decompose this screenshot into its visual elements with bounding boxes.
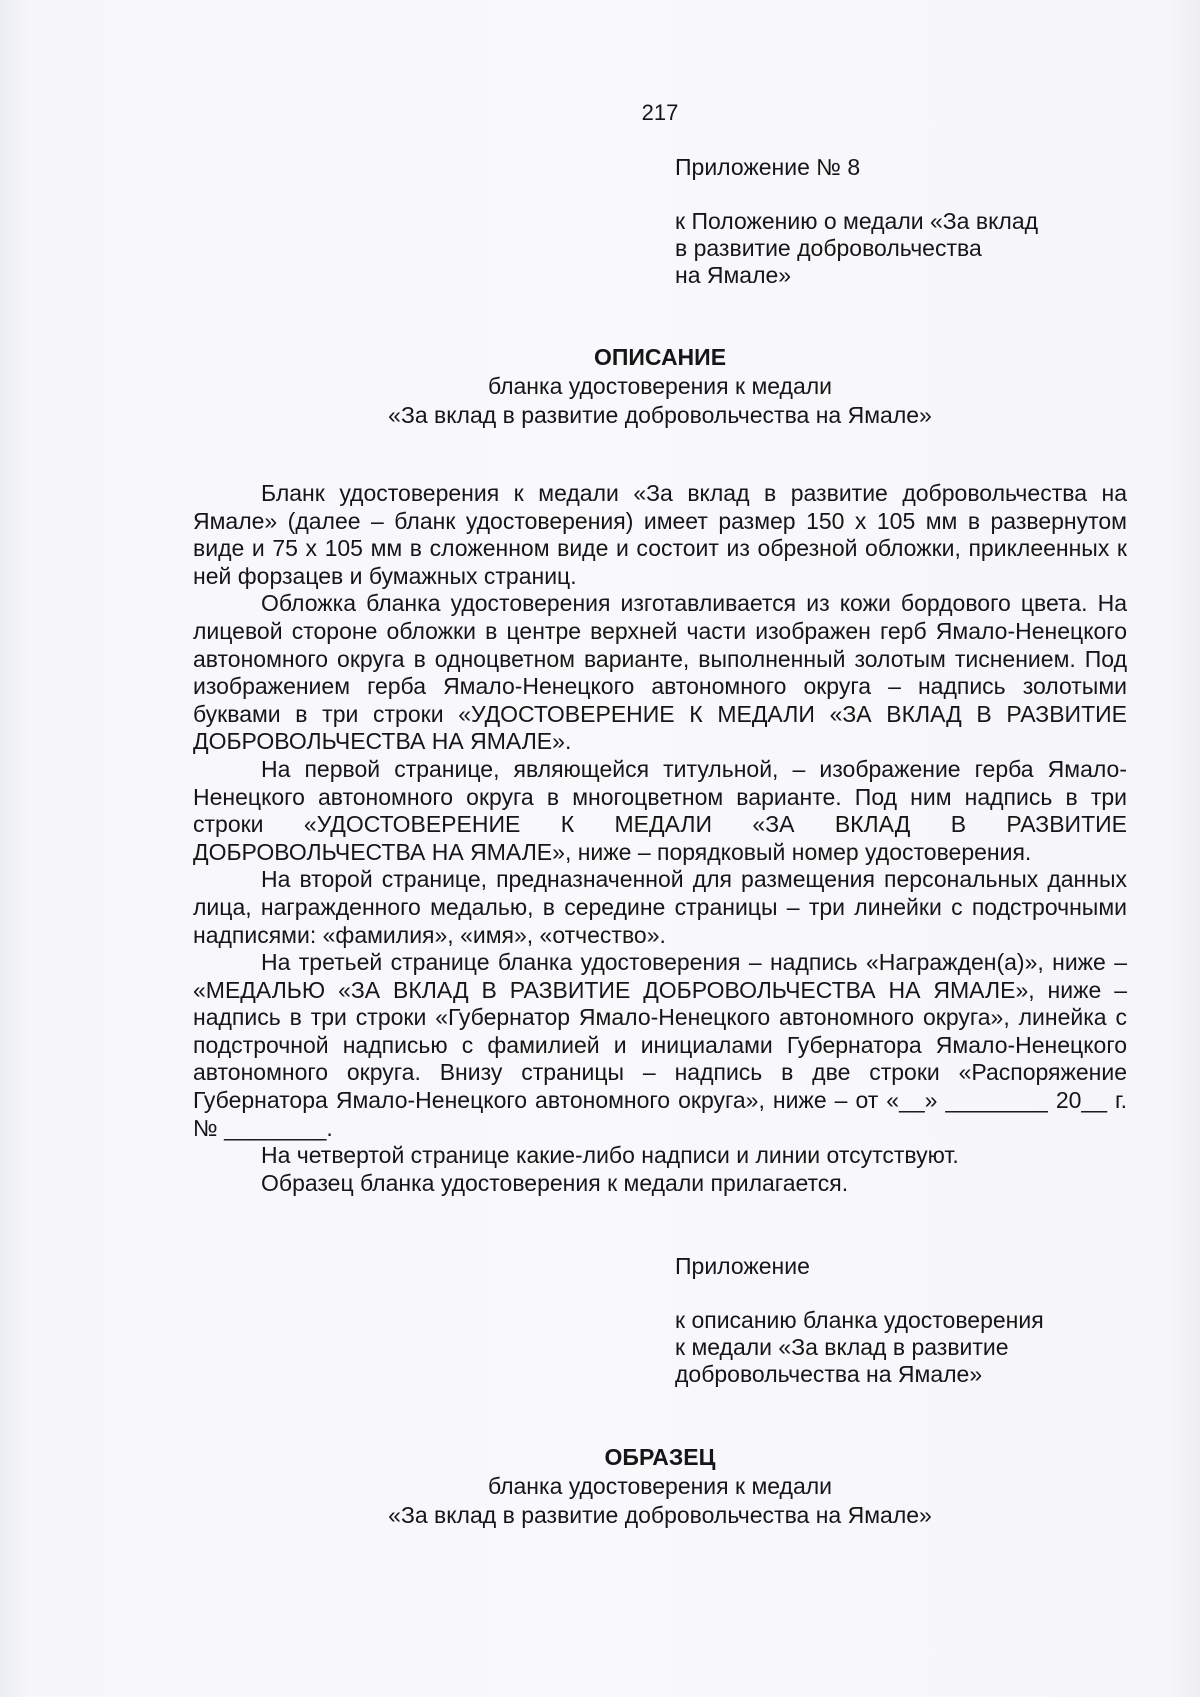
appendix-line: к медали «За вклад в развитие [675,1334,1009,1360]
appendix-title: Приложение № 8 [675,154,861,180]
description-subtitle-line: бланка удостоверения к медали [487,373,833,399]
sample-heading: ОБРАЗЕЦ [604,1444,716,1470]
page-number: 217 [641,100,679,125]
paragraph: Обложка бланка удостоверения изготавливается из кожи бордового цвета. На лицевой стороне обложки в центре верхней части изображен герб Ямало-Ненецкого автономного округа в одноцветном варианте, выполненный золотым тиснением. Под изображением герба Ямало-Ненецкого автономного округа – надпись золотыми буквами в три строки «УДОСТОВЕРЕНИЕ К МЕДАЛИ «ЗА ВКЛАД В РАЗВИТИЕ ДОБРОВОЛЬЧЕСТВА НА ЯМАЛЕ». [193,590,1127,755]
appendix-line: в развитие добровольчества [675,235,982,261]
paragraph: Бланк удостоверения к медали «За вклад в развитие добровольчества на Ямале» (далее – бланк удостоверения) имеет размер 150 х 105 мм в развернутом виде и 75 х 105 мм в сложенном виде и состоит из обрезной обложки, приклеенных к ней форзацев и бумажных страниц. [193,480,1127,589]
paragraph: На первой странице, являющейся титульной, – изображение герба Ямало-Ненецкого автономного округа в многоцветном варианте. Под ним надпись в три строки «УДОСТОВЕРЕНИЕ К МЕДАЛИ «ЗА ВКЛАД В РАЗВИТИЕ ДОБРОВОЛЬЧЕСТВА НА ЯМАЛЕ», ниже – порядковый номер удостоверения. [193,755,1127,865]
description-heading: ОПИСАНИЕ [593,344,727,370]
appendix-line: к Положению о медали «За вклад [675,208,1039,234]
sample-subtitle-line: «За вклад в развитие добровольчества на Ямале» [388,1502,932,1528]
paragraph: На четвертой странице какие-либо надписи и линии отсутствуют. [261,1142,959,1169]
appendix-line: к описанию бланка удостоверения [675,1307,1044,1333]
appendix-note-top [675,154,1038,289]
appendix-line: на Ямале» [675,262,792,288]
appendix-note-bottom [675,1253,1044,1388]
description-title [0,343,1200,430]
appendix-line: добровольчества на Ямале» [675,1361,983,1387]
sample-subtitle-line: бланка удостоверения к медали [487,1473,833,1499]
appendix-title: Приложение [675,1253,810,1279]
description-subtitle-line: «За вклад в развитие добровольчества на Ямале» [388,402,932,428]
sample-title [0,1443,1200,1530]
paragraph: На третьей странице бланка удостоверения – надпись «Награжден(а)», ниже – «МЕДАЛЬЮ «ЗА ВКЛАД В РАЗВИТИЕ ДОБРОВОЛЬЧЕСТВА НА ЯМАЛЕ», ниже – надпись в три строки «Губернатор Ямало-Ненецкого автономного округа», линейка с подстрочной надписью с фамилией и инициалами Губернатора Ямало-Ненецкого автономного округа. Внизу страницы – надпись в две строки «Распоряжение Губернатора Ямало-Ненецкого автономного округа», ниже – от «__» ________ 20__ г. № ________. [193,949,1127,1141]
paragraph: На второй странице, предназначенной для размещения персональных данных лица, награжденного медалью, в середине страницы – три линейки с подстрочными надписями: «фамилия», «имя», «отчество». [193,866,1127,948]
paragraph: Образец бланка удостоверения к медали прилагается. [261,1169,849,1196]
description-body [193,480,1127,1197]
